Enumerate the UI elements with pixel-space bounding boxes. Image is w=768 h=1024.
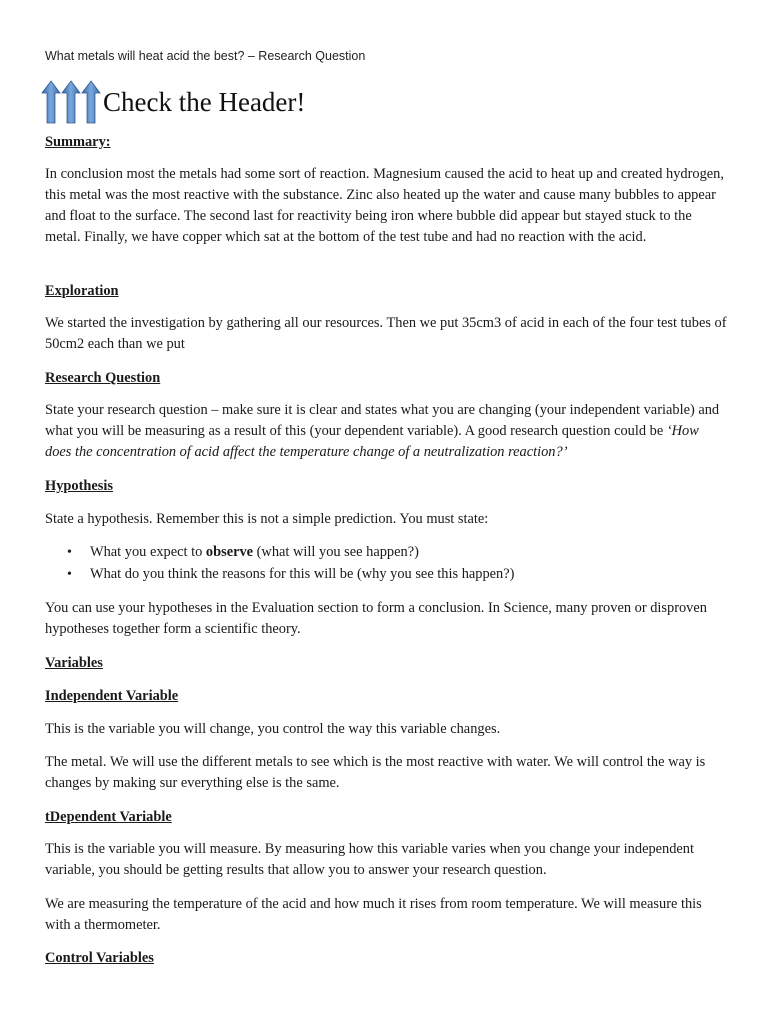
blue-up-arrows-icon — [41, 79, 101, 125]
header-title: Check the Header! — [103, 86, 306, 117]
exploration-text: We started the investigation by gathering all our resources. Then we put 35cm3 of acid in each of the four test tubes of 50cm2 each than we put — [45, 315, 727, 352]
summary-text: In conclusion most the metals had some sort of reaction. Magnesium caused the acid to heat up and created hydrogen, this metal was the most reactive with the substance. Zinc also heated up the water and cause many bubbles to appear and float to the surface. The second last for reactivity being iron where bubble did appear but stayed stuck to the metal. Finally, we have copper which sat at the bottom of the test tube and had no reaction with the acid. — [45, 166, 724, 245]
bullet-text: What you expect to — [90, 544, 206, 560]
bullet-text: (what will you see happen?) — [253, 544, 419, 560]
dependent-variable-heading: tDependent Variable — [45, 809, 172, 825]
research-question-text — [45, 400, 727, 463]
summary-heading: Summary: — [45, 134, 111, 150]
research-question-example: ‘How does the concentration of acid affect the temperature change of a neutralization reaction?’ — [45, 423, 699, 460]
list-item — [45, 542, 727, 564]
independent-variable-heading: Independent Variable — [45, 688, 179, 704]
hypothesis-heading: Hypothesis — [45, 478, 113, 494]
header-row — [41, 78, 305, 126]
hypothesis-bullets — [45, 542, 727, 586]
research-question-heading: Research Question — [45, 370, 161, 386]
document-title: What metals will heat acid the best? – Research Question — [45, 49, 366, 63]
hypothesis-intro: State a hypothesis. Remember this is not a simple prediction. You must state: — [45, 511, 489, 527]
dependent-variable-text: We are measuring the temperature of the acid and how much it rises from room temperature. We will measure this with a thermometer. — [45, 896, 702, 933]
hypothesis-outro: You can use your hypotheses in the Evaluation section to form a conclusion. In Science, many proven or disproven hypotheses together form a scientific theory. — [45, 600, 707, 637]
exploration-heading: Exploration — [45, 283, 119, 299]
research-question-body: State your research question – make sure it is clear and states what you are changing (your independent variable) and what you will be measuring as a result of this (your dependent variable). A good research question could be — [45, 402, 720, 439]
independent-variable-definition: This is the variable you will change, you control the way this variable changes. — [45, 721, 501, 737]
control-variables-heading: Control Variables — [45, 950, 154, 966]
bullet-bold-text: observe — [205, 544, 254, 560]
independent-variable-text: The metal. We will use the different metals to see which is the most reactive with water. We will control the way is changes by making sur everything else is the same. — [45, 754, 706, 791]
list-item — [45, 564, 727, 586]
dependent-variable-definition: This is the variable you will measure. By measuring how this variable varies when you change your independent variable, you should be getting results that allow you to answer your research question. — [45, 841, 695, 878]
bullet-text: What do you think the reasons for this will be (why you see this happen?) — [90, 566, 515, 582]
variables-heading: Variables — [45, 655, 103, 671]
